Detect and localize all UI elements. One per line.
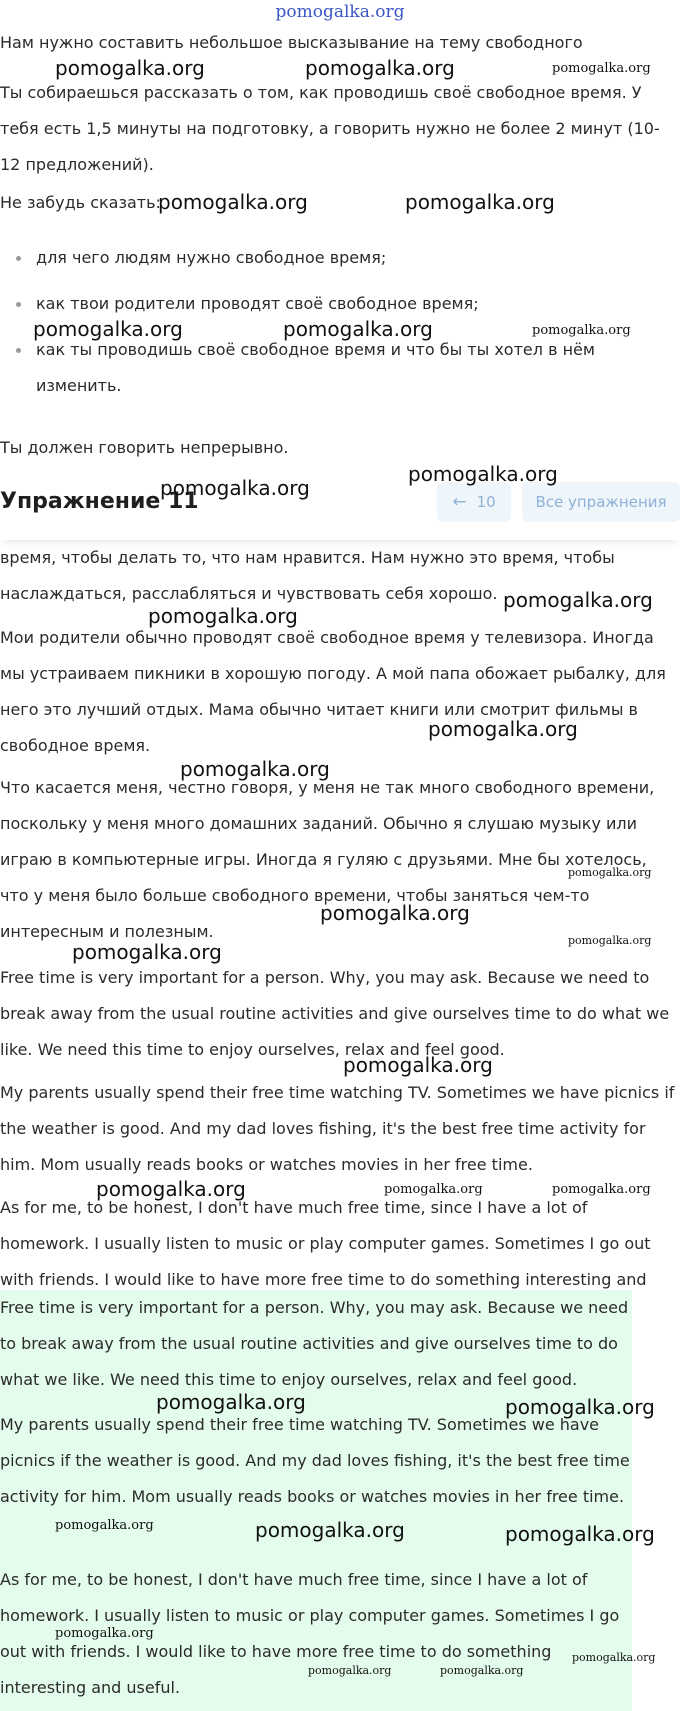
- watermark: pomogalka.org: [160, 476, 310, 500]
- watermark: pomogalka.org: [552, 61, 651, 76]
- watermark: pomogalka.org: [505, 1395, 655, 1419]
- english-paragraph-2: My parents usually spend their free time watching TV. Sometimes we have picnics if the weather is good. And my dad loves fishing, it's the best free time activity for him. Mom usually reads books or watches movies in her free time.: [0, 1083, 675, 1174]
- watermark: pomogalka.org: [158, 190, 308, 214]
- watermark: pomogalka.org: [33, 317, 183, 341]
- english-paragraph-1: Free time is very important for a person. Why, you may ask. Because we need to break away from the usual routine activities and give ourselves time to do what we like. We need this time to enjoy ourselves, relax and feel good.: [0, 968, 670, 1059]
- watermark: pomogalka.org: [308, 1664, 392, 1677]
- watermark: pomogalka.org: [156, 1390, 306, 1414]
- english-paragraph-3: As for me, to be honest, I don't have much free time, since I have a lot of homework. I usually listen to music or play computer games. Sometimes I go out with friends. I would like to have more free time to do something interesting and: [0, 1198, 651, 1289]
- watermark: pomogalka.org: [180, 757, 330, 781]
- watermark: pomogalka.org: [72, 940, 222, 964]
- prev-exercise-label: 10: [476, 493, 496, 511]
- watermark: pomogalka.org: [55, 1626, 154, 1641]
- watermark: pomogalka.org: [148, 604, 298, 628]
- list-item: как твои родители проводят своё свободное время;: [0, 286, 640, 322]
- watermark: pomogalka.org: [343, 1053, 493, 1077]
- site-title[interactable]: pomogalka.org: [275, 2, 405, 22]
- answer-paragraph-3: As for me, to be honest, I don't have much free time, since I have a lot of homework. I usually listen to music or play computer games. Sometimes I go out with friends. I would like to have more free time to do something interesting and useful.: [0, 1570, 620, 1697]
- watermark: pomogalka.org: [305, 56, 455, 80]
- russian-paragraph-3: Что касается меня, честно говоря, у меня не так много свободного времени, поскольку у меня много домашних заданий. Обычно я слушаю музыку или играю в компьютерные игры. Иногда я гуляю с друзьями. Мне бы хотелось, что у меня было больше свободного времени, чтобы заняться чем-то интересным и полезным.: [0, 778, 655, 941]
- task-line-2: Ты собираешься рассказать о том, как проводишь своё свободное время. У тебя есть 1,5 минуты на подготовку, а говорить нужно не более 2 минут (10-12 предложений).: [0, 83, 660, 174]
- watermark: pomogalka.org: [568, 934, 652, 947]
- russian-paragraph-2: Мои родители обычно проводят своё свободное время у телевизора. Иногда мы устраиваем пикники в хорошую погоду. А мой папа обожает рыбалку, для него это лучший отдых. Мама обычно читает книги или смотрит фильмы в свободное время.: [0, 628, 666, 755]
- all-exercises-button[interactable]: Все упражнения: [522, 482, 680, 522]
- list-item: для чего людям нужно свободное время;: [0, 240, 640, 276]
- answer-paragraph-1: Free time is very important for a person. Why, you may ask. Because we need to break away from the usual routine activities and give ourselves time to do what we like. We need this time to enjoy ourselves, relax and feel good.: [0, 1298, 629, 1389]
- watermark: pomogalka.org: [552, 1182, 651, 1197]
- watermark: pomogalka.org: [503, 588, 653, 612]
- task-line-1: Нам нужно составить небольшое высказывание на тему свободного: [0, 33, 583, 52]
- exercise-title: Упражнение 11: [0, 489, 199, 514]
- answer-paragraph-2: My parents usually spend their free time watching TV. Sometimes we have picnics if the weather is good. And my dad loves fishing, it's the best free time activity for him. Mom usually reads books or watches movies in her free time.: [0, 1415, 630, 1506]
- watermark: pomogalka.org: [572, 1651, 656, 1664]
- prev-exercise-button[interactable]: [437, 482, 511, 522]
- watermark: pomogalka.org: [320, 901, 470, 925]
- watermark: pomogalka.org: [255, 1518, 405, 1542]
- answer-box: [0, 1290, 632, 1711]
- watermark: pomogalka.org: [96, 1177, 246, 1201]
- remember-label: Не забудь сказать:: [0, 193, 161, 212]
- watermark: pomogalka.org: [384, 1182, 483, 1197]
- watermark: pomogalka.org: [532, 323, 631, 338]
- watermark: pomogalka.org: [408, 462, 558, 486]
- list-item: как ты проводишь своё свободное время и что бы ты хотел в нём изменить.: [0, 332, 640, 404]
- exercise-bar: [0, 470, 680, 540]
- watermark: pomogalka.org: [428, 717, 578, 741]
- watermark: pomogalka.org: [405, 190, 555, 214]
- watermark: pomogalka.org: [505, 1522, 655, 1546]
- arrow-left-icon: ←: [452, 492, 467, 512]
- watermark: pomogalka.org: [568, 866, 652, 879]
- watermark: pomogalka.org: [440, 1664, 524, 1677]
- watermark: pomogalka.org: [55, 56, 205, 80]
- watermark: pomogalka.org: [55, 1518, 154, 1533]
- russian-paragraph-1: время, чтобы делать то, что нам нравится. Нам нужно это время, чтобы наслаждаться, расслабляться и чувствовать себя хорошо.: [0, 548, 615, 603]
- continuous-note: Ты должен говорить непрерывно.: [0, 438, 289, 457]
- watermark: pomogalka.org: [283, 317, 433, 341]
